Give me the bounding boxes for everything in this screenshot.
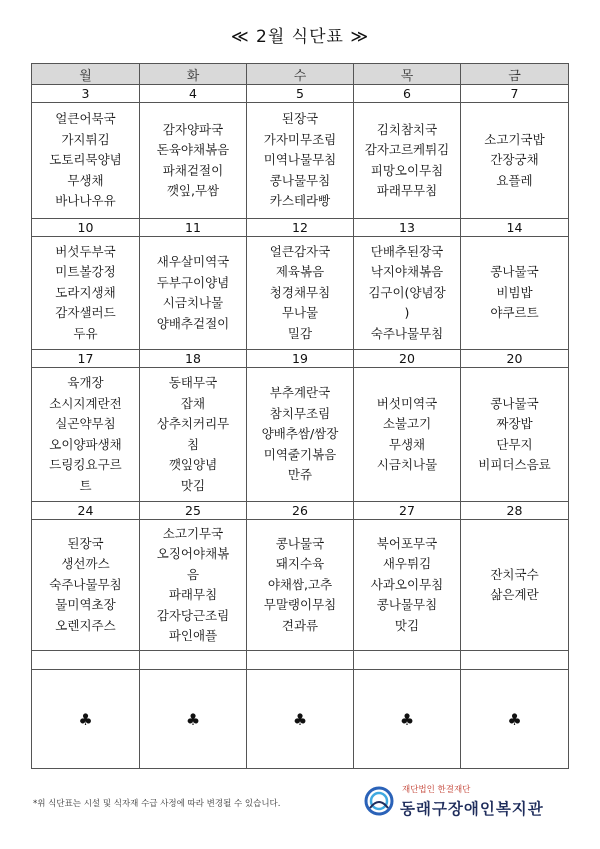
blank-row — [32, 651, 569, 670]
meal-row — [32, 237, 569, 350]
menu-item: 파래무침 — [168, 587, 218, 602]
meal-cell — [140, 368, 247, 502]
meal-cell — [32, 237, 140, 350]
menu-item: 요플레 — [496, 172, 533, 188]
date-cell: 7 — [461, 85, 569, 103]
menu-item: 카스테라빵 — [269, 193, 331, 209]
meal-cell — [140, 237, 247, 350]
menu-item: 새우살미역국 — [156, 254, 230, 269]
menu-item: 김구이(양념장 — [368, 284, 446, 300]
blank-cell — [140, 651, 247, 670]
weekday-header-cell: 월 — [32, 64, 140, 85]
menu-item: 무생채 — [388, 436, 426, 452]
menu-item: 사과오이무침 — [370, 576, 444, 592]
menu-item: 상추치커리무 — [156, 416, 230, 431]
menu-item: 돈육야채볶음 — [156, 142, 230, 157]
date-cell: 18 — [140, 350, 247, 368]
menu-item: 된장국 — [67, 535, 104, 551]
menu-item: 파래무무침 — [376, 183, 438, 198]
date-row — [32, 85, 569, 103]
menu-item: 소불고기 — [382, 416, 432, 431]
meal-cell — [32, 520, 140, 651]
meal-row — [32, 103, 569, 219]
menu-item: 짜장밥 — [496, 416, 533, 431]
blank-cell — [354, 651, 461, 670]
organization-logo — [364, 782, 574, 824]
menu-item: 삶은계란 — [490, 587, 539, 602]
blank-cell — [247, 651, 354, 670]
menu-item: 버섯미역국 — [376, 395, 438, 411]
meal-cell — [461, 237, 569, 350]
menu-item: 숙주나물무침 — [49, 576, 122, 592]
meal-cell — [354, 237, 461, 350]
menu-item: 청경채무침 — [269, 284, 331, 300]
symbol-row — [32, 670, 569, 769]
menu-item: 돼지수육 — [275, 556, 325, 572]
menu-item: 깻잎양념 — [168, 457, 218, 472]
menu-item: 소고기무국 — [162, 525, 224, 541]
menu-item: 콩나물국 — [490, 395, 539, 411]
menu-item: 감자고르케튀김 — [364, 142, 450, 157]
date-cell: 5 — [247, 85, 354, 103]
menu-item: 두부구이양념 — [156, 274, 230, 290]
menu-item: 생선까스 — [61, 556, 110, 572]
date-cell: 6 — [354, 85, 461, 103]
menu-item: 오이양파생채 — [49, 436, 122, 452]
blank-cell — [461, 651, 569, 670]
menu-item: 낙지야채볶음 — [370, 264, 444, 280]
date-cell: 27 — [354, 502, 461, 520]
menu-item: 간장궁채 — [490, 152, 539, 168]
menu-item: 양배추겉절이 — [156, 315, 230, 331]
menu-item: ) — [404, 305, 410, 321]
club-symbol-icon: ♣ — [354, 670, 461, 769]
date-cell: 26 — [247, 502, 354, 520]
menu-item: 만쥬 — [287, 467, 313, 483]
menu-item: 트 — [79, 477, 92, 493]
menu-item: 미트볼강정 — [55, 264, 116, 280]
date-cell: 13 — [354, 219, 461, 237]
meal-cell — [461, 368, 569, 502]
menu-item: 참치무조림 — [269, 405, 331, 421]
menu-item: 북어포무국 — [376, 535, 438, 551]
meal-cell — [32, 368, 140, 502]
weekday-header-cell: 화 — [140, 64, 247, 85]
menu-item: 야쿠르트 — [490, 305, 539, 321]
menu-item: 미역줄기볶음 — [263, 446, 337, 462]
menu-item: 김치참치국 — [376, 121, 438, 137]
date-row — [32, 219, 569, 237]
date-row — [32, 350, 569, 368]
menu-item: 무생채 — [67, 172, 104, 188]
menu-item: 부추계란국 — [269, 385, 331, 401]
menu-item: 가지튀김 — [61, 131, 110, 147]
menu-item: 밀감 — [287, 325, 313, 341]
date-cell: 14 — [461, 219, 569, 237]
meal-cell — [247, 520, 354, 651]
menu-item: 두유 — [73, 325, 98, 341]
club-symbol-icon: ♣ — [461, 670, 569, 769]
menu-item: 콩나물무침 — [269, 172, 331, 188]
meal-cell — [461, 103, 569, 219]
menu-item: 파인애플 — [168, 628, 218, 643]
menu-item: 얼큰어묵국 — [55, 111, 116, 127]
meal-cell — [247, 103, 354, 219]
logo-emblem-icon — [364, 786, 394, 816]
logo-name: 동래구장애인복지관 — [400, 800, 544, 818]
blank-cell — [32, 651, 140, 670]
menu-item: 침 — [186, 436, 200, 452]
date-cell: 4 — [140, 85, 247, 103]
menu-item: 오징어야채볶 — [156, 546, 230, 561]
menu-item: 미역나물무침 — [263, 152, 337, 168]
date-cell: 19 — [247, 350, 354, 368]
menu-item: 감자샐러드 — [55, 305, 116, 321]
meal-cell — [461, 520, 569, 651]
menu-item: 도라지생채 — [55, 284, 116, 300]
meal-cell — [354, 368, 461, 502]
weekday-header-cell: 수 — [247, 64, 354, 85]
weekday-header-row — [32, 64, 569, 85]
club-symbol-icon: ♣ — [140, 670, 247, 769]
menu-item: 동태무국 — [168, 375, 218, 390]
date-cell: 17 — [32, 350, 140, 368]
club-symbol-icon: ♣ — [32, 670, 140, 769]
meal-cell — [140, 520, 247, 651]
menu-item: 음 — [186, 566, 200, 582]
date-cell: 20 — [354, 350, 461, 368]
menu-item: 맛김 — [394, 617, 420, 633]
date-cell: 3 — [32, 85, 140, 103]
menu-item: 무나물 — [281, 305, 319, 321]
logo-subtitle: 재단법인 한결재단 — [402, 785, 471, 795]
menu-item: 새우튀김 — [382, 556, 432, 572]
page-title: ≪ 2월 식단표 ≫ — [230, 27, 370, 47]
club-symbol-icon: ♣ — [247, 670, 354, 769]
menu-item: 오렌지주스 — [55, 617, 116, 633]
menu-item: 가자미무조림 — [263, 131, 337, 147]
menu-item: 콩나물국 — [275, 535, 325, 551]
meal-cell — [247, 237, 354, 350]
menu-item: 견과류 — [281, 617, 319, 633]
meal-cell — [354, 520, 461, 651]
menu-item: 무말랭이무침 — [263, 597, 337, 613]
menu-item: 소고기국밥 — [484, 131, 545, 147]
menu-item: 맛김 — [180, 477, 206, 493]
date-cell: 28 — [461, 502, 569, 520]
meal-row — [32, 368, 569, 502]
date-cell: 10 — [32, 219, 140, 237]
menu-item: 단배추된장국 — [370, 243, 444, 259]
meal-cell — [354, 103, 461, 219]
menu-item: 깻잎,무쌈 — [166, 183, 220, 198]
weekday-header-cell: 목 — [354, 64, 461, 85]
menu-item: 피망오이무침 — [370, 162, 444, 178]
meal-cell — [32, 103, 140, 219]
meal-cell — [247, 368, 354, 502]
menu-item: 숙주나물무침 — [370, 325, 444, 341]
menu-item: 잡채 — [180, 395, 206, 411]
footnote: *위 식단표는 시설 및 식자재 수급 사정에 따라 변경될 수 있습니다. — [33, 799, 281, 809]
menu-item: 시금치나물 — [162, 295, 224, 310]
weekday-header-cell: 금 — [461, 64, 569, 85]
menu-item: 야채쌈,고추 — [267, 576, 333, 592]
menu-item: 실곤약무침 — [55, 416, 116, 431]
menu-item: 시금치나물 — [376, 457, 438, 472]
date-cell: 12 — [247, 219, 354, 237]
meal-row — [32, 520, 569, 651]
menu-item: 비빔밥 — [496, 284, 533, 300]
menu-item: 버섯두부국 — [55, 243, 116, 259]
menu-item: 감자양파국 — [162, 121, 224, 137]
menu-item: 감자당근조림 — [156, 607, 230, 623]
menu-item: 얼큰감자국 — [269, 243, 331, 259]
menu-item: 소시지계란전 — [49, 395, 122, 411]
menu-item: 비피더스음료 — [478, 457, 551, 472]
menu-item: 드링킹요구르 — [49, 457, 122, 472]
date-cell: 20 — [461, 350, 569, 368]
meal-cell — [140, 103, 247, 219]
date-cell: 24 — [32, 502, 140, 520]
menu-item: 제육볶음 — [275, 264, 325, 280]
menu-item: 된장국 — [281, 111, 319, 127]
menu-item: 양배추쌈/쌈장 — [261, 426, 339, 442]
menu-item: 물미역초장 — [55, 597, 116, 613]
menu-item: 콩나물국 — [490, 264, 539, 280]
menu-item: 잔치국수 — [490, 566, 539, 582]
menu-item: 육개장 — [67, 375, 104, 390]
menu-item: 바나나우유 — [55, 193, 116, 209]
date-row — [32, 502, 569, 520]
menu-table — [31, 63, 569, 769]
date-cell: 11 — [140, 219, 247, 237]
menu-item: 도토리묵양념 — [49, 152, 122, 168]
menu-item: 파채겉절이 — [162, 162, 224, 178]
menu-item: 단무지 — [496, 436, 533, 452]
date-cell: 25 — [140, 502, 247, 520]
menu-item: 콩나물무침 — [376, 597, 438, 613]
